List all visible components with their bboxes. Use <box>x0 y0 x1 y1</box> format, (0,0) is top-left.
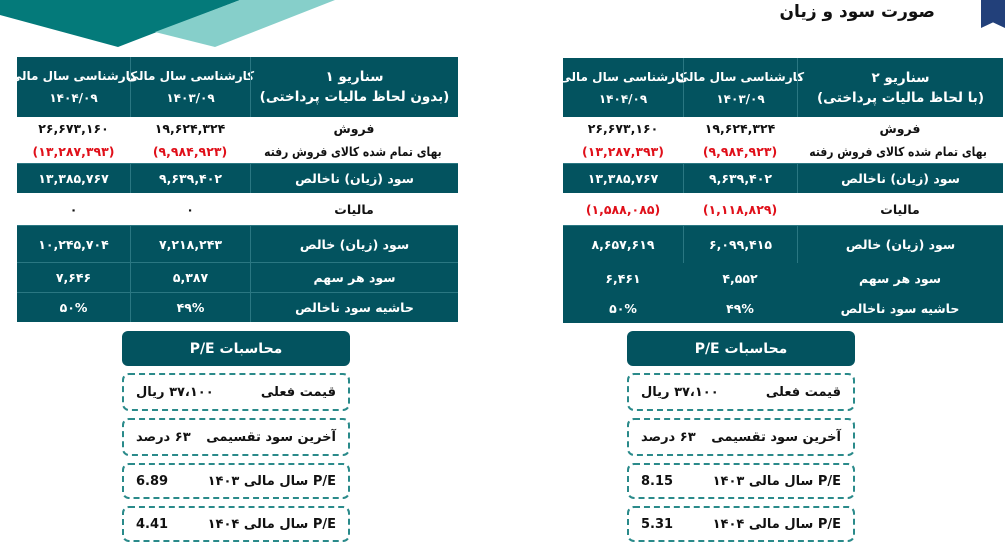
col-1403-header <box>676 58 805 117</box>
col-period: ۱۴۰۴/۰۹ <box>598 91 648 106</box>
current-price-box <box>122 373 350 411</box>
pe-1403-box <box>122 463 350 499</box>
cell-1404: ۸,۶۵۷,۶۱۹ <box>591 237 655 252</box>
row-label: فروش <box>879 121 921 136</box>
current-price-box <box>627 373 855 411</box>
last-dividend-box <box>122 418 350 456</box>
col-label: کارشناسی سال مالی <box>559 69 687 84</box>
cell-1403: ۱۹,۶۲۴,۳۲۴ <box>154 121 226 136</box>
cell-1404: (۱۳,۲۸۷,۳۹۳) <box>32 144 115 159</box>
pe-1403-box <box>627 463 855 499</box>
col-label: کارشناسی سال مالی <box>676 69 805 84</box>
scenario2-pe-panel <box>627 331 855 542</box>
row-label: حاشیه سود ناخالص <box>840 300 960 316</box>
cell-1404: ۵۰% <box>59 300 88 315</box>
cell-1404: ۷,۶۴۶ <box>55 270 92 285</box>
pe-header: محاسبات P/E <box>122 331 350 366</box>
cell-1404: ۶,۴۶۱ <box>605 270 641 286</box>
last-dividend-box <box>627 418 855 456</box>
cell-1403: ۴۹% <box>130 293 250 322</box>
table-row <box>17 262 458 292</box>
current-price-value: ۳۷،۱۰۰ ریال <box>641 384 719 400</box>
row-label: بهای تمام شده کالای فروش رفته <box>809 144 987 159</box>
table-row <box>563 193 1003 225</box>
last-dividend-label: آخرین سود تقسیمی <box>206 429 336 445</box>
header-decoration <box>0 0 340 48</box>
scenario-name: سناریو ۱ <box>325 69 384 85</box>
last-dividend-value: ۶۳ درصد <box>136 429 191 445</box>
row-label: حاشیه سود ناخالص <box>250 293 458 322</box>
cell-1403: ۱۹,۶۲۴,۳۲۴ <box>704 121 776 136</box>
cell-1404: ۲۶,۶۷۳,۱۶۰ <box>38 121 109 136</box>
table-row <box>17 292 458 322</box>
last-dividend-label: آخرین سود تقسیمی <box>711 429 841 445</box>
row-label: مالیات <box>880 201 920 217</box>
row-label: فروش <box>333 121 375 136</box>
cell-1404: ۱۳,۳۸۵,۷۶۷ <box>38 171 109 186</box>
row-label: سود (زیان) خالص <box>250 226 458 262</box>
cell-1404: ۱۰,۲۴۵,۷۰۴ <box>38 236 109 252</box>
col-period: ۱۴۰۳/۰۹ <box>716 91 765 106</box>
cell-1404: ۰ <box>69 201 78 217</box>
cell-1403: (۹,۹۸۴,۹۲۳) <box>702 144 778 159</box>
cell-1404: (۱۳,۲۸۷,۳۹۳) <box>582 144 664 159</box>
col-period: ۱۴۰۴/۰۹ <box>49 91 98 105</box>
pe-1404-box <box>627 506 855 542</box>
col-1404-header <box>559 58 687 117</box>
current-price-label: قیمت فعلی <box>765 384 841 400</box>
cell-1403: ۰ <box>186 201 194 217</box>
table-row <box>563 140 1003 163</box>
pe-1403-value: 6.89 <box>136 473 169 489</box>
scenario-subtitle: (با لحاظ مالیات پرداختی) <box>816 89 985 106</box>
row-label: سود (زیان) ناخالص <box>797 164 1003 193</box>
table-row <box>563 117 1003 140</box>
row-label: سود هر سهم <box>250 263 458 292</box>
pe-header: محاسبات P/E <box>627 331 855 366</box>
cell-1403: ۵,۳۸۷ <box>130 263 250 292</box>
col-1404-header <box>9 57 138 117</box>
page-title: صورت سود و زیان <box>779 2 935 22</box>
scenario-subtitle: (بدون لحاظ مالیات پرداختی) <box>259 89 450 105</box>
table-header <box>9 57 458 117</box>
table-row <box>563 163 1003 193</box>
col-label: کارشناسی سال مالی <box>9 69 138 83</box>
table-row <box>17 117 458 140</box>
row-label: مالیات <box>334 201 374 217</box>
cell-1404: (۱,۵۸۸,۰۸۵) <box>585 201 661 217</box>
scenario-title <box>797 58 1003 117</box>
cell-1403: (۱,۱۱۸,۸۲۹) <box>702 201 778 217</box>
cell-1403: ۷,۲۱۸,۲۴۳ <box>130 226 250 262</box>
cell-1404: ۵۰% <box>609 300 637 316</box>
cell-1404: ۲۶,۶۷۳,۱۶۰ <box>587 121 659 136</box>
last-dividend-value: ۶۳ درصد <box>641 429 696 445</box>
cell-1404: ۱۳,۳۸۵,۷۶۷ <box>587 171 659 186</box>
cell-1403: ۴۹% <box>726 300 754 316</box>
table-row <box>563 225 1003 263</box>
scenario-title <box>250 57 458 117</box>
pe-1403-label: P/E سال مالی ۱۴۰۳ <box>712 473 841 489</box>
row-label: سود (زیان) خالص <box>797 226 1003 263</box>
table-row <box>17 163 458 193</box>
pe-1404-label: P/E سال مالی ۱۴۰۴ <box>712 516 841 532</box>
col-1403-header <box>126 57 255 117</box>
pe-1404-value: 5.31 <box>641 516 674 532</box>
scenario2-table <box>559 58 1003 323</box>
row-label: بهای تمام شده کالای فروش رفته <box>264 144 442 159</box>
logo-icon <box>981 0 1005 28</box>
cell-1403: ۹,۶۳۹,۴۰۲ <box>130 164 250 193</box>
pe-1403-value: 8.15 <box>641 473 674 489</box>
pe-1404-label: P/E سال مالی ۱۴۰۴ <box>207 516 336 532</box>
table-row <box>17 225 458 262</box>
scenario1-pe-panel <box>122 331 350 542</box>
table-header <box>559 58 1003 117</box>
table-row <box>17 193 458 225</box>
table-row <box>563 293 1003 323</box>
scenario-name: سناریو ۲ <box>871 69 930 86</box>
pe-1403-label: P/E سال مالی ۱۴۰۳ <box>207 473 336 489</box>
cell-1403: ۶,۰۹۹,۴۱۵ <box>683 226 797 263</box>
col-label: کارشناسی سال مالی <box>126 69 255 83</box>
current-price-value: ۳۷،۱۰۰ ریال <box>136 384 214 400</box>
row-label: سود هر سهم <box>858 270 942 286</box>
cell-1403: ۴,۵۵۲ <box>722 270 758 286</box>
row-label: سود (زیان) ناخالص <box>250 164 458 193</box>
scenario1-table <box>9 57 458 322</box>
pe-1404-box <box>122 506 350 542</box>
cell-1403: ۹,۶۳۹,۴۰۲ <box>683 164 797 193</box>
current-price-label: قیمت فعلی <box>260 384 336 400</box>
cell-1403: (۹,۹۸۴,۹۲۳) <box>152 144 228 159</box>
pe-1404-value: 4.41 <box>136 516 169 532</box>
col-period: ۱۴۰۳/۰۹ <box>166 91 215 105</box>
table-row <box>563 263 1003 293</box>
table-row <box>17 140 458 163</box>
